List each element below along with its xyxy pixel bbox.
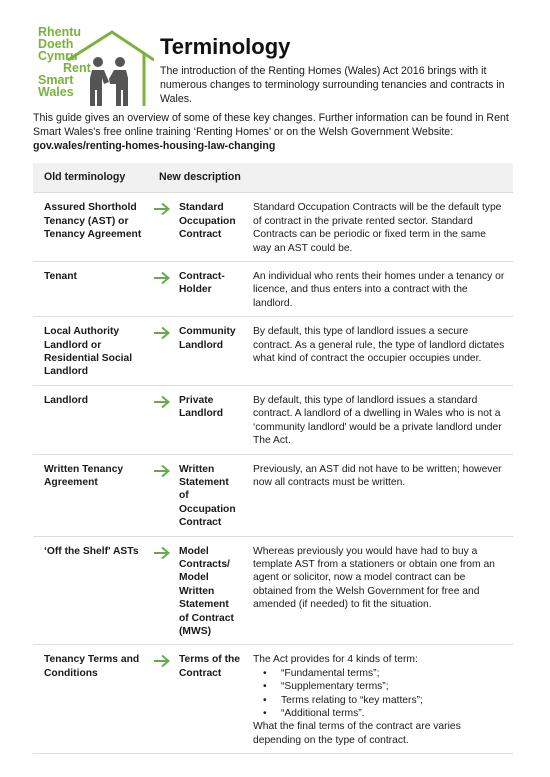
description-text: Previously, an AST did not have to be written; however now all contracts must be written. [253, 463, 502, 488]
terminology-table [33, 163, 513, 754]
arrow-right-icon [153, 193, 173, 262]
description-text: By default, this type of landlord issues a secure contract. As a general rule, the type of landlord dictates what kind of contract the occupier occupies under. [253, 326, 505, 365]
arrow-right-icon [153, 536, 173, 645]
old-term: Tenancy Terms and Conditions [33, 645, 153, 754]
guide-link[interactable]: gov.wales/renting-homes-housing-law-changing [33, 140, 276, 152]
arrow-right-icon [153, 262, 173, 317]
header-old-terminology: Old terminology [33, 163, 153, 193]
table-row [33, 536, 513, 645]
table-row [33, 645, 513, 754]
description-text: An individual who rents their homes under a tenancy or licence, and thus enters into a contract with the landlord. [253, 271, 505, 309]
logo-text: Rhentu Doeth Cymru Rent Smart Wales [38, 25, 91, 99]
list-item: • “Additional terms”. [281, 707, 507, 720]
table-row [33, 385, 513, 454]
old-term: ‘Off the Shelf' ASTs [33, 536, 153, 645]
new-term: Terms of the Contract [173, 645, 247, 754]
term-description [247, 645, 513, 754]
guide-text: This guide gives an overview of some of these key changes. Further information can be found in Rent Smart Wales's free online training ‘Renting Homes' or on the Welsh Government Website: [33, 112, 509, 138]
description-text: Standard Occupation Contracts will be the default type of contract in the private rented sector. Standard Contracts can be periodic or fixed term in the same way an AST could be. [253, 202, 502, 254]
description-text: Whereas previously you would have had to buy a template AST from a stationers or obtain one from an agent or solicitor, now a model contract can be obtained from the Welsh Government for free and amended (if needed) to fit the situation. [253, 545, 495, 611]
old-term: Written Tenancy Agreement [33, 454, 153, 536]
arrow-right-icon [153, 385, 173, 454]
table-row [33, 454, 513, 536]
table-row [33, 317, 513, 386]
term-kinds-list [253, 667, 507, 721]
description-text: The Act provides for 4 kinds of term: [253, 654, 418, 666]
table-row [33, 262, 513, 317]
new-term: Model Contracts/ Model Written Statement of Contract (MWS) [173, 536, 247, 645]
term-description [247, 536, 513, 645]
old-term: Landlord [33, 385, 153, 454]
term-description [247, 193, 513, 262]
term-description [247, 454, 513, 536]
new-term: Private Landlord [173, 385, 247, 454]
old-term: Assured Shorthold Tenancy (AST) or Tenancy Agreement [33, 193, 153, 262]
guide-paragraph [33, 111, 523, 153]
description-text: By default, this type of landlord issues a standard contract. A landlord of a dwelling in Wales who is not a ‘community landlord' would be a private landlord under The Act. [253, 394, 502, 447]
old-term: Tenant [33, 262, 153, 317]
new-term: Community Landlord [173, 317, 247, 386]
list-item: • “Supplementary terms”; [281, 680, 507, 693]
new-term: Written Statement of Occupation Contract [173, 454, 247, 536]
intro-text: The introduction of the Renting Homes (Wales) Act 2016 brings with it numerous changes to terminology surrounding tenancies and contracts in Wales. [160, 65, 505, 105]
old-term: Local Authority Landlord or Residential Social Landlord [33, 317, 153, 386]
table-header-row [33, 163, 513, 193]
term-description [247, 385, 513, 454]
new-term: Standard Occupation Contract [173, 193, 247, 262]
term-description [247, 317, 513, 386]
list-item: • “Fundamental terms”; [281, 667, 507, 680]
table-row [33, 193, 513, 262]
arrow-right-icon [153, 454, 173, 536]
new-term: Contract-Holder [173, 262, 247, 317]
arrow-right-icon [153, 317, 173, 386]
list-item: • Terms relating to “key matters”; [281, 694, 507, 707]
logo [34, 26, 154, 112]
header-new-description: New description [153, 163, 513, 193]
description-text: What the final terms of the contract are varies depending on the type of contract. [253, 721, 461, 746]
page-title: Terminology [160, 34, 291, 59]
term-description [247, 262, 513, 317]
arrow-right-icon [153, 645, 173, 754]
